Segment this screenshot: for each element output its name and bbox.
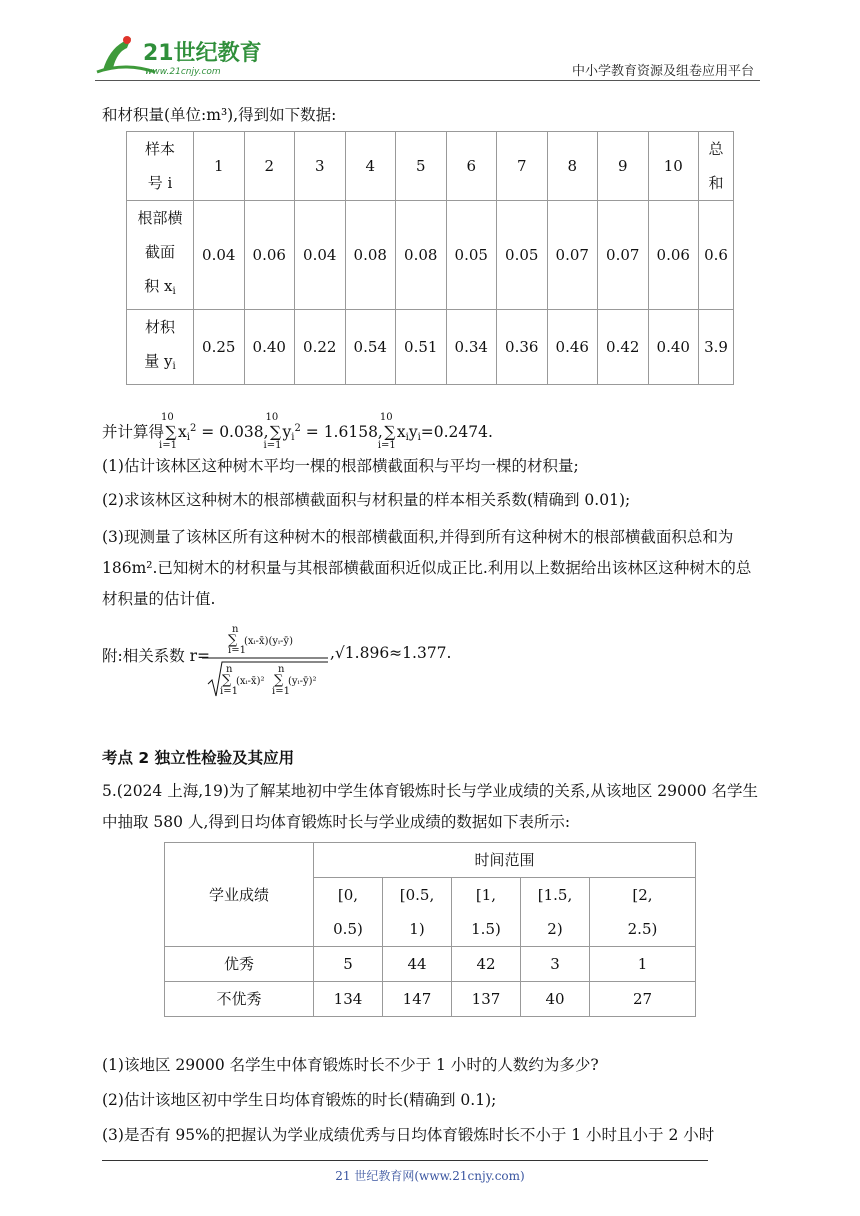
svg-text:www.21cnjy.com: www.21cnjy.com [145,67,221,77]
table-cell: 0.08 [345,201,396,310]
header-divider [95,80,760,81]
table-row [165,843,696,878]
table-cell: 7 [497,132,548,201]
table-row [127,310,734,385]
table-cell: 0.54 [345,310,396,385]
table-cell: 44 [383,947,452,982]
interval-header: [0.5, 1) [383,878,452,947]
table-cell: 10 [648,132,699,201]
table-cell: 0.04 [295,201,346,310]
svg-text:∑: ∑ [222,673,232,688]
interval-header: [1, 1.5) [452,878,521,947]
table-cell: 0.07 [598,201,649,310]
sample-data-table [126,131,734,385]
table-cell: 0.40 [244,310,295,385]
correlation-formula [102,622,502,702]
sum-xy: =0.2474. [420,423,493,441]
svg-text:(xᵢ-x̄)²: (xᵢ-x̄)² [236,676,265,687]
table-cell: 0.07 [547,201,598,310]
svg-text:n: n [278,664,285,675]
table-corner: 学业成绩 [165,843,314,947]
formula-suffix: ,√1.896≈1.377. [330,644,452,662]
section-heading: 考点 2 独立性检验及其应用 [102,749,295,767]
question-item: (1)估计该林区这种树木平均一棵的根部横截面积与平均一棵的材积量; [102,457,579,475]
sums-prefix: 并计算得 [102,423,165,441]
table-cell: 6 [446,132,497,201]
table-cell: 42 [452,947,521,982]
table-cell: 3 [295,132,346,201]
sum-x-squared: = 0.038, [201,423,269,441]
table-cell: 4 [345,132,396,201]
sum-symbol: 10 ∑ i=1 [377,412,396,451]
svg-text:∑: ∑ [274,673,284,688]
footer-divider [102,1160,708,1161]
interval-header: [1.5, 2) [521,878,590,947]
svg-text:n: n [232,624,239,635]
table-cell: 0.22 [295,310,346,385]
problem-5-text: 5.(2024 上海,19)为了解某地初中学生体育锻炼时长与学业成绩的关系,从该地区 29000 名学生中抽取 580 人,得到日均体育锻炼时长与学业成绩的数据如下表所示: [102,782,758,831]
table-row [165,982,696,1017]
svg-text:n: n [226,664,233,675]
table-cell: 0.46 [547,310,598,385]
table-cell: 0.04 [194,201,245,310]
row-header-area: 根部横 截面 积 $x_i$ [127,201,194,310]
table-cell: 0.05 [446,201,497,310]
row-label: 优秀 [165,947,314,982]
exercise-grade-table [164,842,696,1017]
table-cell: 0.05 [497,201,548,310]
table-cell: 0.08 [396,201,447,310]
svg-text:(xᵢ-x̄)(yᵢ-ȳ): (xᵢ-x̄)(yᵢ-ȳ) [244,636,293,647]
table-cell: 1 [590,947,696,982]
table-cell: 147 [383,982,452,1017]
page-header [95,32,760,82]
row-label: 不优秀 [165,982,314,1017]
svg-text:i=1: i=1 [272,686,290,697]
table-cell: 0.36 [497,310,548,385]
row-header-volume: 材积 量 $y_i$ [127,310,194,385]
table-cell: 0.06 [244,201,295,310]
sums-line: 并计算得 10 ∑ i=1 $x_i^2 = 0.038$, 10 ∑ i=1 $y_i^2 = 1.6158$, 10 ∑ i=1 $x_iy_i=0.2474$. [102,412,493,451]
table-cell: 3.9 [699,310,734,385]
table-cell: 0.40 [648,310,699,385]
interval-header: [2, 2.5) [590,878,696,947]
svg-text:i=1: i=1 [228,645,246,656]
table-row [127,132,734,201]
site-logo [95,32,265,78]
table-row [165,947,696,982]
table-cell: 9 [598,132,649,201]
svg-text:(yᵢ-ȳ)²: (yᵢ-ȳ)² [288,676,317,687]
row-header-sample: 样本 号 i [127,132,194,201]
formula-prefix: 附:相关系数 r= [102,647,211,665]
footer-link[interactable]: 21 世纪教育网(www.21cnjy.com) [335,1169,525,1183]
intro-line: 和材积量(单位:m³),得到如下数据: [102,106,337,124]
table-row [127,201,734,310]
sum-y-squared: = 1.6158, [305,423,383,441]
table-cell: 134 [314,982,383,1017]
table-cell: 0.25 [194,310,245,385]
total-header: 总 和 [699,132,734,201]
table-cell: 27 [590,982,696,1017]
platform-name: 中小学教育资源及组卷应用平台 [571,64,754,79]
table-cell: 0.51 [396,310,447,385]
question-item: (2)求该林区这种树木的根部横截面积与材积量的样本相关系数(精确到 0.01); [102,491,631,509]
svg-text:∑: ∑ [228,633,238,648]
table-cell: 3 [521,947,590,982]
table-cell: 1 [194,132,245,201]
table-cell: 0.6 [699,201,734,310]
sum-symbol: 10 ∑ i=1 [159,412,177,451]
question-item: (3)是否有 95%的把握认为学业成绩优秀与日均体育锻炼时长不小于 1 小时且小于 2 小时 [102,1126,715,1144]
question-item: (1)该地区 29000 名学生中体育锻炼时长不少于 1 小时的人数约为多少? [102,1056,599,1074]
sum-symbol: 10 ∑ i=1 [263,412,282,451]
svg-text:21世纪教育: 21世纪教育 [143,41,262,66]
question-item: (2)估计该地区初中学生日均体育锻炼的时长(精确到 0.1); [102,1091,497,1109]
table-cell: 0.42 [598,310,649,385]
table-cell: 137 [452,982,521,1017]
table-cell: 5 [314,947,383,982]
question-item: (3)现测量了该林区所有这种树木的根部横截面积,并得到所有这种树木的根部横截面积总和为 186m².已知树木的材积量与其根部横截面积近似成正比.利用以上数据给出该林区这种树木的总材积量的估计值. [102,528,752,608]
interval-header: [0, 0.5) [314,878,383,947]
svg-text:i=1: i=1 [220,686,238,697]
table-cell: 0.34 [446,310,497,385]
table-cell: 0.06 [648,201,699,310]
formula-fraction [198,622,333,702]
table-cell: 40 [521,982,590,1017]
table-cell: 8 [547,132,598,201]
table-cell: 5 [396,132,447,201]
table-group-header: 时间范围 [314,843,696,878]
table-cell: 2 [244,132,295,201]
